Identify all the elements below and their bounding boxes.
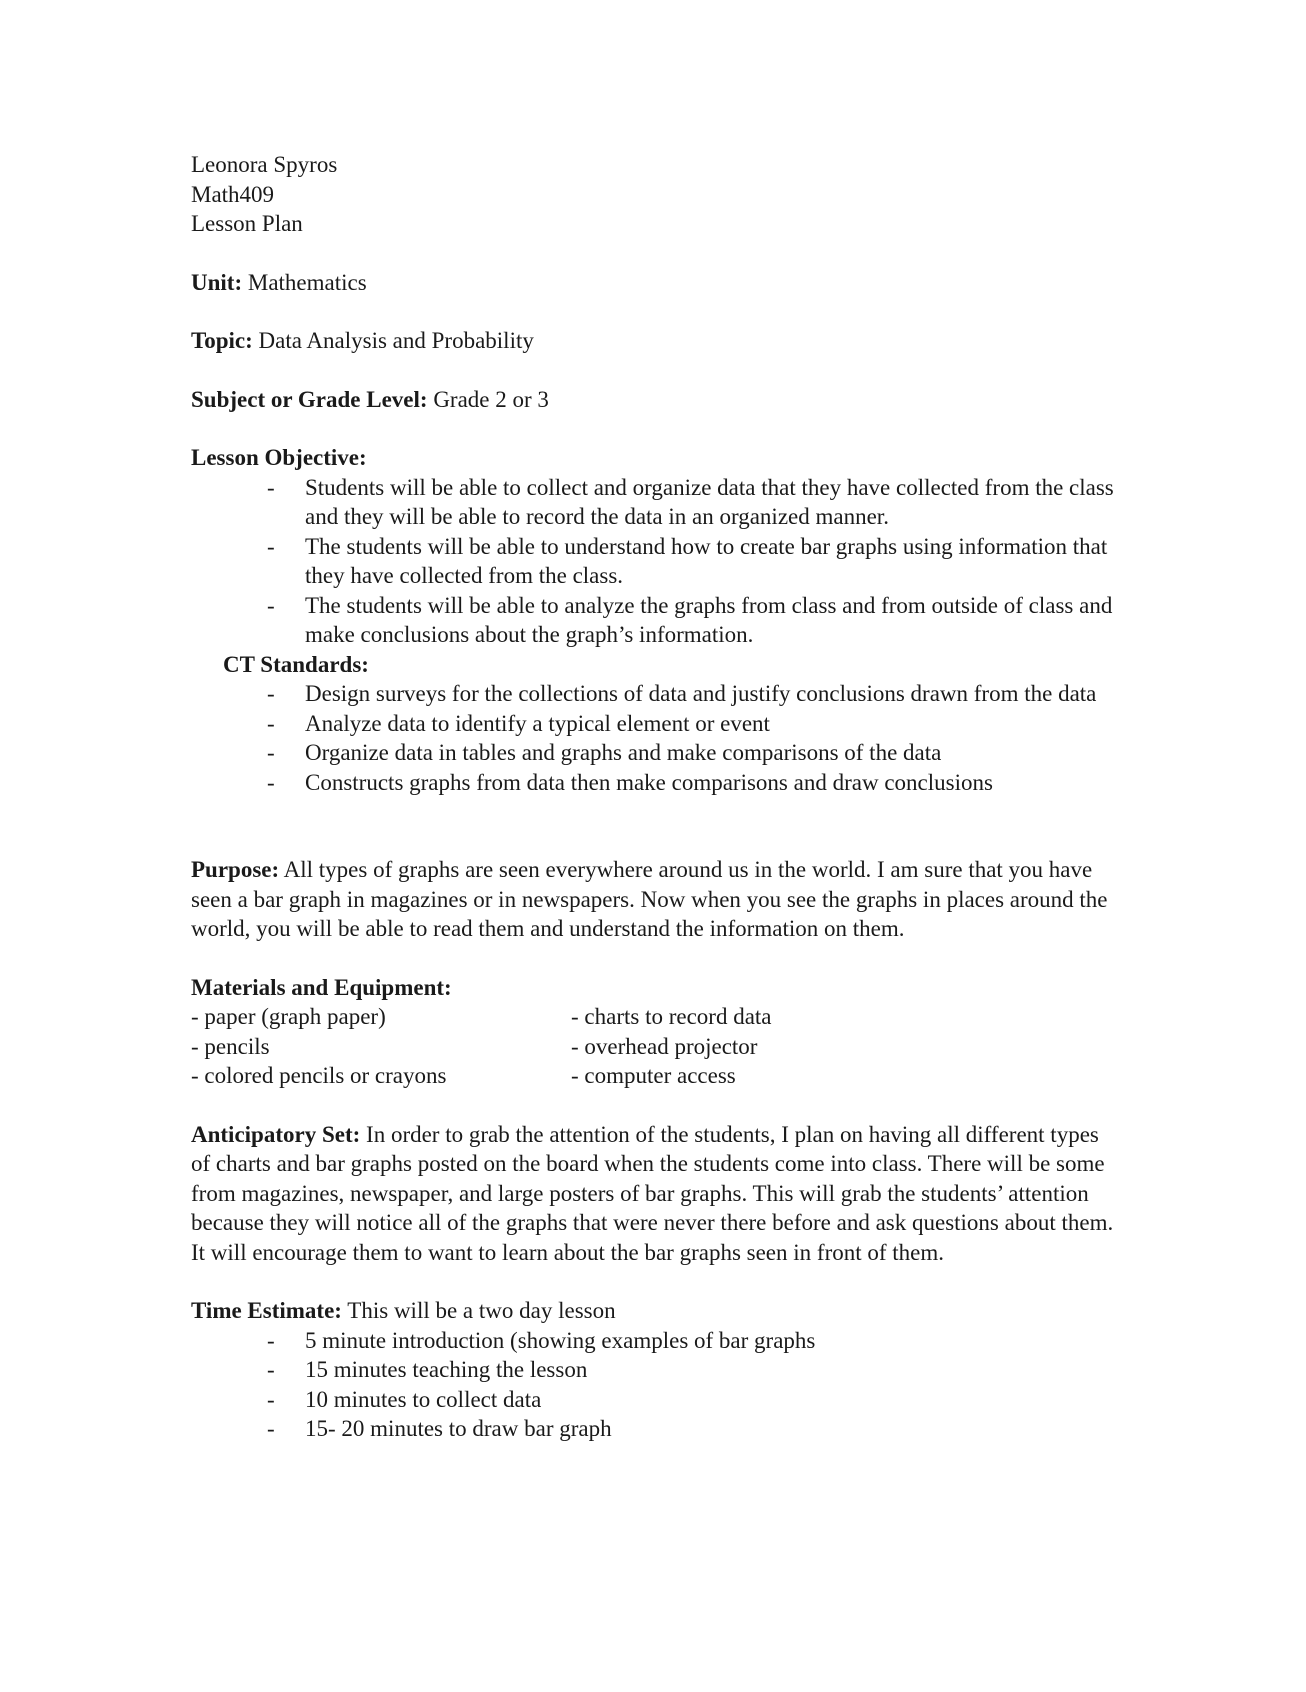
time-item-text: 15- 20 minutes to draw bar graph <box>305 1416 612 1441</box>
purpose-text: All types of graphs are seen everywhere around us in the world. I am sure that you have seen a bar graph in magazines or in newspapers. Now when you see the graphs in places around the world, you will be able to read them and understand the information on them. <box>191 857 1108 941</box>
dash-marker: - <box>267 1357 275 1382</box>
topic-line <box>191 326 1141 356</box>
list-item <box>191 709 1141 739</box>
material-item: - computer access <box>571 1063 736 1088</box>
time-item-text: 5 minute introduction (showing examples of bar graphs <box>305 1327 816 1353</box>
objective-item-text: Students will be able to collect and organize data that they have collected from the class and they will be able to record the data in an organized manner. <box>305 474 1114 529</box>
dash-marker: - <box>267 474 275 500</box>
list-item <box>191 591 1141 650</box>
standard-item-text: Organize data in tables and graphs and make comparisons of the data <box>305 740 942 765</box>
standard-item-text: Constructs graphs from data then make comparisons and draw conclusions <box>305 769 993 795</box>
grade-line <box>191 385 1141 415</box>
time-value: This will be a two day lesson <box>341 1298 616 1323</box>
dash-marker: - <box>267 740 275 765</box>
list-item <box>191 1355 1141 1385</box>
anticipatory-text: In order to grab the attention of the students, I plan on having all different types of charts and bar graphs posted on the board when the students come into class. There will be some from magazines, newspaper, and large posters of bar graphs. This will grab the students’ attention because they will notice all of the graphs that were never there before and ask questions about them. It will encourage them to want to learn about the bar graphs seen in front of them. <box>191 1121 1114 1265</box>
purpose-paragraph <box>191 855 1116 944</box>
list-item <box>191 768 1141 798</box>
document-type: Lesson Plan <box>191 211 303 236</box>
material-item: - charts to record data <box>571 1004 772 1029</box>
materials-column-left <box>191 1002 571 1091</box>
standards-list <box>191 679 1141 797</box>
dash-marker: - <box>267 533 275 559</box>
materials-heading: Materials and Equipment: <box>191 974 452 1000</box>
material-item: - overhead projector <box>571 1033 758 1059</box>
dash-marker: - <box>267 1327 275 1353</box>
dash-marker: - <box>267 769 275 795</box>
dash-marker: - <box>267 1416 275 1441</box>
time-list <box>191 1326 1141 1444</box>
grade-value: Grade 2 or 3 <box>427 386 549 412</box>
time-item-text: 10 minutes to collect data <box>305 1386 542 1412</box>
list-item <box>191 1326 1141 1356</box>
materials-column-right <box>571 1002 1071 1091</box>
time-item-text: 15 minutes teaching the lesson <box>305 1357 588 1382</box>
purpose-label: Purpose: <box>191 857 280 882</box>
topic-label: Topic: <box>191 328 253 353</box>
dash-marker: - <box>267 1386 275 1412</box>
unit-value: Mathematics <box>242 269 367 295</box>
material-item: - paper (graph paper) <box>191 1004 386 1029</box>
objective-item-text: The students will be able to understand how to create bar graphs using information that they have collected from the class. <box>305 533 1108 588</box>
objective-list <box>191 473 1141 650</box>
grade-label: Subject or Grade Level: <box>191 386 428 412</box>
topic-value: Data Analysis and Probability <box>252 328 534 353</box>
list-item <box>191 679 1141 709</box>
unit-line <box>191 268 1141 298</box>
objective-item-text: The students will be able to analyze the graphs from class and from outside of class and make conclusions about the graph’s information. <box>305 592 1113 647</box>
material-item: - pencils <box>191 1033 270 1059</box>
time-label: Time Estimate: <box>191 1298 342 1323</box>
dash-marker: - <box>267 681 275 706</box>
list-item <box>191 532 1141 591</box>
author-name: Leonora Spyros <box>191 152 338 177</box>
unit-label: Unit: <box>191 269 243 295</box>
dash-marker: - <box>267 592 275 618</box>
standard-item-text: Design surveys for the collections of data and justify conclusions drawn from the data <box>305 681 1097 706</box>
list-item <box>191 738 1141 768</box>
anticipatory-label: Anticipatory Set: <box>191 1121 361 1147</box>
list-item <box>191 1385 1141 1415</box>
dash-marker: - <box>267 710 275 736</box>
list-item <box>191 1414 1141 1444</box>
materials-list <box>191 1002 1141 1091</box>
standard-item-text: Analyze data to identify a typical element or event <box>305 710 770 736</box>
objective-heading: Lesson Objective: <box>191 445 367 470</box>
time-line <box>191 1296 1141 1326</box>
document-page <box>191 150 1141 1444</box>
list-item <box>191 473 1141 532</box>
anticipatory-paragraph <box>191 1120 1116 1268</box>
course-code: Math409 <box>191 181 275 207</box>
material-item: - colored pencils or crayons <box>191 1063 447 1088</box>
standards-heading: CT Standards: <box>223 651 369 677</box>
